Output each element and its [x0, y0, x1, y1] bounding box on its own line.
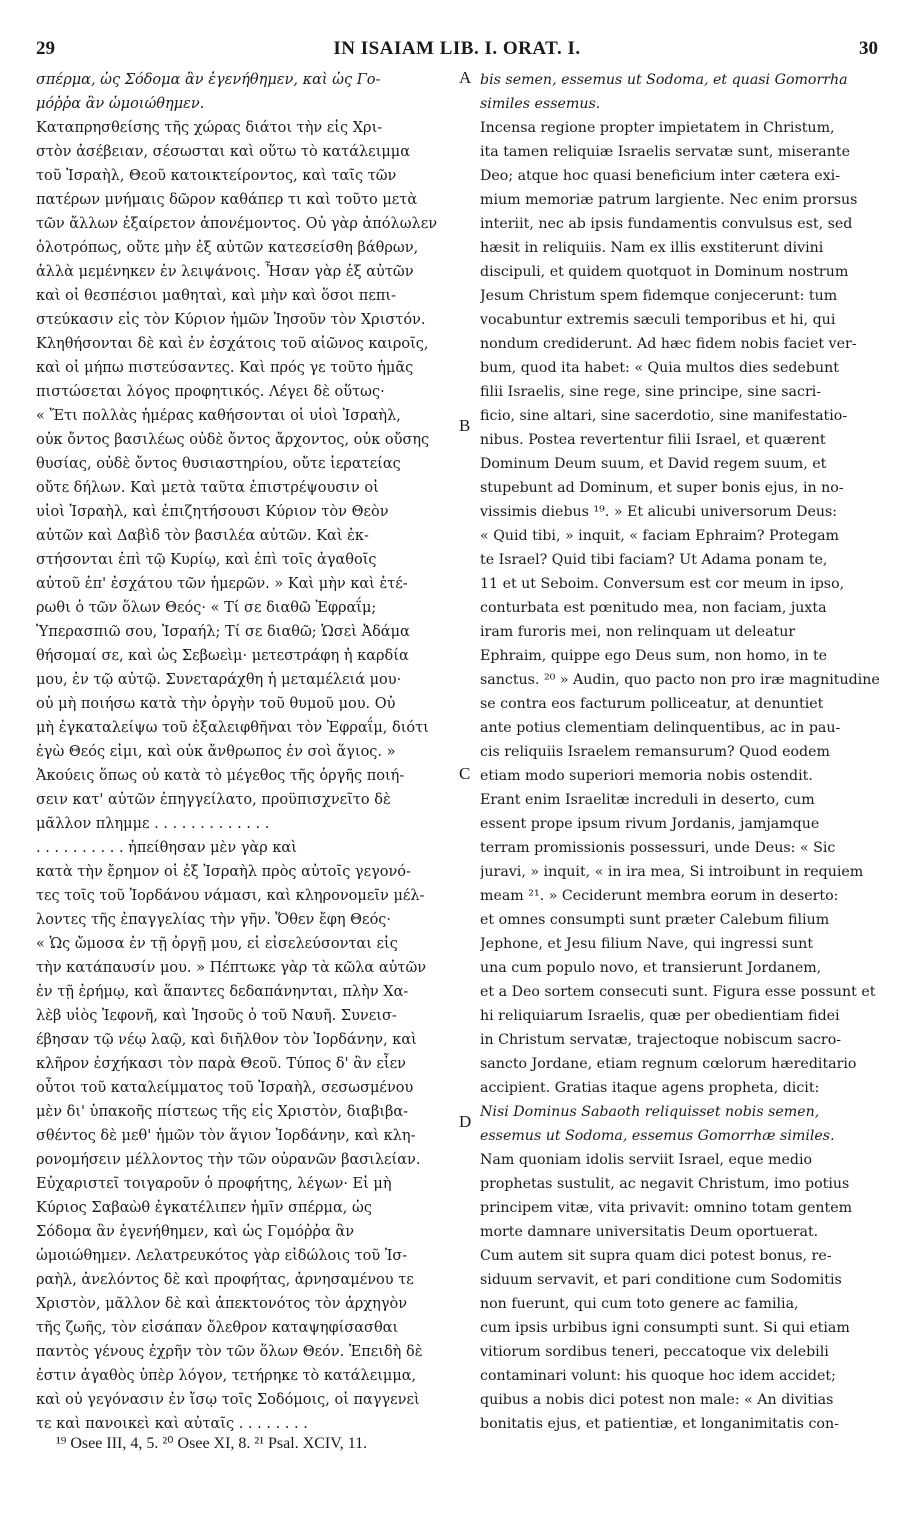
latin-text-line: bonitatis ejus, et patientiæ, et longanimitatis con- [480, 1416, 839, 1432]
latin-text-line: et omnes consumpti sunt præter Calebum filium [480, 912, 830, 928]
greek-text-line: καὶ οὐ γεγόνασιν ἐν ἴσῳ τοῖς Σοδόμοις, οἱ παγγενεὶ [36, 1392, 420, 1408]
footnotes: ¹⁹ Osee III, 4, 5. ²⁰ Osee XI, 8. ²¹ Psal. XCIV, 11. [56, 1435, 368, 1452]
latin-text-line: juravi, » inquit, « in ira mea, Si introibunt in requiem [480, 864, 864, 880]
greek-text-line: Σόδομα ἂν ἐγενήθημεν, καὶ ὡς Γομόῤῥα ἂν [36, 1224, 355, 1240]
latin-text-line: Incensa regione propter impietatem in Christum, [480, 120, 835, 136]
greek-text-line: μόῤῥα ἂν ὡμοιώθημεν. [36, 96, 205, 112]
greek-text-line: ἐγὼ Θεός εἰμι, καὶ οὐκ ἄνθρωπος ἐν σοὶ ἅγιος. » [36, 744, 396, 760]
greek-text-line: έβησαν τῷ νέῳ λαῷ, καὶ διῆλθον τὸν Ἰορδάνην, καὶ [36, 1032, 417, 1048]
latin-text-line: ante potius clementiam delinquentibus, ac in pau- [480, 720, 841, 736]
greek-text-line: μᾶλλον πλημμε . . . . . . . . . . . . . [36, 816, 270, 832]
greek-text-line: στὸν ἀσέβειαν, σέσωσται καὶ οὕτω τὸ κατάλειμμα [36, 144, 411, 160]
greek-text-line: κλῆρον ἐσχήκασι τὸν παρὰ Θεοῦ. Τύπος δ' ἂν εἶεν [36, 1056, 406, 1072]
latin-text-line: conturbata est pœnitudo mea, non faciam, juxta [480, 600, 827, 616]
latin-text-line: nibus. Postea revertentur filii Israel, et quærent [480, 432, 826, 448]
greek-text-line: Κύριος Σαβαὼθ ἐγκατέλιπεν ἡμῖν σπέρμα, ὡς [36, 1200, 372, 1216]
greek-text-line: ἀλλὰ μεμένηκεν ἐν λειψάνοις. Ἦσαν γὰρ ἐξ αὐτῶν [36, 264, 414, 280]
greek-text-line: μὴ ἐγκαταλείψω τοῦ ἐξαλειφθῆναι τὸν Ἐφραΐμ, διότι [36, 720, 429, 736]
greek-text-line: μου, ἐν τῷ αὐτῷ. Συνεταράχθη ἡ μεταμέλειά μου· [36, 672, 402, 688]
latin-text-line: cum ipsis urbibus igni consumpti sunt. Si qui etiam [480, 1320, 850, 1336]
greek-text-line: τῶν ἄλλων ἐξαίρετον ἀπονέμοντος. Οὐ γὰρ ἀπόλωλεν [36, 216, 438, 232]
latin-text-line: Ephraim, quippe ego Deus sum, non homo, in te [480, 648, 828, 664]
latin-text-line: 11 et ut Seboim. Conversum est cor meum in ipso, [480, 576, 845, 592]
greek-text-line: ὡμοιώθημεν. Λελατρευκότος γὰρ εἰδώλοις τοῦ Ἰσ- [36, 1248, 408, 1264]
latin-text-line: ita tamen reliquiæ Israelis servatæ sunt, miserante [480, 144, 851, 160]
latin-text-line: Jesum Christum spem fidemque conjecerunt: tum [480, 288, 838, 304]
latin-text-line: Cum autem sit supra quam dici potest bonus, re- [480, 1248, 832, 1264]
latin-text-line: Deo; atque hoc quasi beneficium inter cætera exi- [480, 168, 841, 184]
greek-text-column [36, 68, 456, 1436]
latin-text-line: Dominum Deum suum, et David regem suum, et [480, 456, 827, 472]
latin-text-line: sanctus. ²⁰ » Audin, quo pacto non pro iræ magnitudine [480, 672, 880, 688]
margin-section-letters [455, 68, 481, 1488]
greek-text-line: ρονομήσειν μέλλοντος τὴν τῶν οὐρανῶν βασιλείαν. [36, 1152, 421, 1168]
page-header [36, 38, 878, 64]
latin-text-line: Nam quoniam idolis serviit Israel, eque medio [480, 1152, 813, 1168]
latin-text-line: non fuerunt, qui cum toto genere ac familia, [480, 1296, 799, 1312]
latin-text-line: etiam modo superiori memoria nobis ostendit. [480, 768, 813, 784]
latin-text-line: vitiorum sordibus teneri, peccatoque vix delebili [480, 1344, 829, 1360]
latin-text-line: prophetas sustulit, ac negavit Christum, imo potius [480, 1176, 850, 1192]
greek-text-line: « Ἔτι πολλὰς ἡμέρας καθήσονται οἱ υἱοὶ Ἰσραὴλ, [36, 408, 401, 424]
greek-text-line: πιστώσεται λόγος προφητικός. Λέγει δὲ οὕτως· [36, 384, 385, 400]
latin-text-line: in Christum servatæ, trajectoque nobiscum sacro- [480, 1032, 842, 1048]
latin-text-line: principem vitæ, vita privavit: omnino totam gentem [480, 1200, 853, 1216]
latin-text-line: essemus ut Sodoma, essemus Gomorrhæ similes. [480, 1128, 835, 1144]
greek-text-line: . . . . . . . . . . ἠπείθησαν μὲν γὰρ καὶ [36, 840, 297, 856]
latin-text-line: hæsit in reliquiis. Nam ex illis exstiterunt divini [480, 240, 824, 256]
greek-text-line: λοντες τῆς ἐπαγγελίας τὴν γῆν. Ὅθεν ἔφη Θεός· [36, 912, 392, 928]
greek-text-line: ραὴλ, ἀνελόντος δὲ καὶ προφήτας, ἀρνησαμένου τε [36, 1272, 414, 1288]
latin-text-line: quibus a nobis dici potest non male: « An divitias [480, 1392, 834, 1408]
latin-text-line: una cum populo novo, et transierunt Jordanem, [480, 960, 822, 976]
greek-text-line: Ἀκούεις ὅπως οὐ κατὰ τὸ μέγεθος τῆς ὀργῆς ποιή- [36, 768, 405, 784]
latin-text-line: meam ²¹. » Ceciderunt membra eorum in deserto: [480, 888, 839, 904]
latin-text-line: Nisi Dominus Sabaoth reliquisset nobis semen, [480, 1104, 820, 1120]
latin-text-line: similes essemus. [480, 96, 601, 112]
latin-text-line: contaminari volunt: his quoque hoc idem accidet; [480, 1368, 836, 1384]
greek-text-line: σθέντος δὲ μεθ' ἡμῶν τὸν ἅγιον Ἰορδάνην, καὶ κλη- [36, 1128, 416, 1144]
greek-text-line: μὲν δι' ὑπακοῆς πίστεως τῆς εἰς Χριστὸν, διαβιβα- [36, 1104, 409, 1120]
greek-text-line: οὗτοι τοῦ καταλείμματος τοῦ Ἰσραὴλ, σεσωσμένου [36, 1080, 414, 1096]
greek-text-line: « Ὡς ὤμοσα ἐν τῇ ὀργῇ μου, εἰ εἰσελεύσονται εἰς [36, 936, 398, 952]
latin-text-line: vissimis diebus ¹⁹. » Et alicubi universorum Deus: [480, 504, 838, 520]
greek-text-line: λὲβ υἱὸς Ἰεφονῆ, καὶ Ἰησοῦς ὁ τοῦ Ναυῆ. Συνεισ- [36, 1008, 397, 1024]
latin-text-line: nondum crediderunt. Ad hæc fidem nobis faciet ver- [480, 336, 857, 352]
latin-text-line: bis semen, essemus ut Sodoma, et quasi Gomorrha [480, 72, 848, 88]
greek-text-line: τε καὶ πανοικεὶ καὶ αὐταῖς . . . . . . . . [36, 1416, 308, 1432]
latin-text-line: Erant enim Israelitæ increduli in deserto, cum [480, 792, 815, 808]
greek-text-line: καὶ οἱ μήπω πιστεύσαντες. Καὶ πρός γε τοῦτο ἡμᾶς [36, 360, 414, 376]
latin-text-line: Jephone, et Jesu filium Nave, qui ingressi sunt [480, 936, 814, 952]
latin-text-line: ficio, sine altari, sine sacerdotio, sine manifestatio- [480, 408, 848, 424]
greek-text-line: στεύκασιν εἰς τὸν Κύριον ἡμῶν Ἰησοῦν τὸν Χριστόν. [36, 312, 426, 328]
margin-letter-a: A [459, 68, 472, 87]
latin-text-line: morte damnare universitatis Deum oportuerat. [480, 1224, 819, 1240]
latin-text-line: bum, quod ita habet: « Quia multos dies sedebunt [480, 360, 839, 376]
greek-text-line: θήσομαί σε, καὶ ὡς Σεβωεὶμ· μετεστράφη ἡ καρδία [36, 648, 409, 664]
greek-text-line: τοῦ Ἰσραὴλ, Θεοῦ κατοικτείροντος, καὶ ταῖς τῶν [36, 168, 397, 184]
latin-text-line: cis reliquiis Israelem remansurum? Quod eodem [480, 744, 830, 760]
greek-text-line: ρωθι ὁ τῶν ὅλων Θεός· « Τί σε διαθῶ Ἐφραΐμ; [36, 600, 377, 616]
greek-text-line: καὶ οἱ θεσπέσιοι μαθηταὶ, καὶ μὴν καὶ ὅσοι πεπι- [36, 288, 396, 304]
greek-text-line: στήσονται ἐπὶ τῷ Κυρίῳ, καὶ ἐπὶ τοῖς ἀγαθοῖς [36, 552, 377, 568]
greek-text-line: σειν κατ' αὐτῶν ἐπηγγείλατο, προϋπισχνεῖτο δὲ [36, 792, 391, 808]
margin-letter-c: C [459, 764, 471, 783]
latin-text-line: se contra eos facturum polliceatur, at denuntiet [480, 696, 824, 712]
margin-letter-d: D [459, 1112, 472, 1131]
greek-text-line: Ὑπερασπιῶ σου, Ἰσραήλ; Τί σε διαθῶ; Ὡσεὶ Ἀδάμα [36, 624, 410, 640]
latin-text-line: interiit, nec ab ipsis fundamentis convulsus est, sed [480, 216, 853, 232]
greek-text-line: αὐτῶν καὶ Δαβὶδ τὸν βασιλέα αὐτῶν. Καὶ ἐκ- [36, 528, 369, 544]
greek-text-line: οὐκ ὄντος βασιλέως οὐδὲ ὄντος ἄρχοντος, οὐκ οὔσης [36, 432, 430, 448]
latin-text-line: accipient. Gratias itaque agens propheta, dicit: [480, 1080, 820, 1096]
greek-text-line: υἱοὶ Ἰσραὴλ, καὶ ἐπιζητήσουσι Κύριον τὸν Θεὸν [36, 504, 389, 520]
greek-text-line: ἐστιν ἀγαθὸς ὑπὲρ λόγον, τετήρηκε τὸ κατάλειμμα, [36, 1368, 417, 1384]
latin-text-line: iram furoris mei, non relinquam ut deleatur [480, 624, 796, 640]
greek-text-line: ἐν τῇ ἐρήμῳ, καὶ ἅπαντες δεδαπάνηνται, πλὴν Χα- [36, 984, 409, 1000]
latin-text-column [480, 68, 880, 1436]
greek-text-line: τὴν κατάπαυσίν μου. » Πέπτωκε γὰρ τὰ κῶλα αὐτῶν [36, 960, 427, 976]
greek-text-line: αὐτοῦ ἐπ' ἐσχάτου τῶν ἡμερῶν. » Καὶ μὴν καὶ ἑτέ- [36, 576, 408, 592]
greek-text-line: Κληθήσονται δὲ καὶ ἐν ἐσχάτοις τοῦ αἰῶνος καιροῖς, [36, 336, 429, 352]
latin-text-line: terram promissionis possessuri, unde Deus: « Sic [480, 840, 836, 856]
greek-text-line: οὔτε δήλων. Καὶ μετὰ ταῦτα ἐπιστρέψουσιν οἱ [36, 480, 379, 496]
latin-text-line: essent prope ipsum rivum Jordanis, jamjamque [480, 816, 820, 832]
greek-text-line: Καταπρησθείσης τῆς χώρας διάτοι τὴν εἰς Χρι- [36, 120, 383, 136]
greek-text-line: τες τοῖς τοῦ Ἰορδάνου νάμασι, καὶ κληρονομεῖν μέλ- [36, 888, 425, 904]
greek-text-line: θυσίας, οὐδὲ ὄντος θυσιαστηρίου, οὔτε ἱερατείας [36, 456, 401, 472]
greek-text-line: οὐ μὴ ποιήσω κατὰ τὴν ὀργὴν τοῦ θυμοῦ μου. Οὐ [36, 696, 396, 712]
greek-text-line: Εὐχαριστεῖ τοιγαροῦν ὁ προφήτης, λέγων· Εἰ μὴ [36, 1176, 392, 1192]
latin-text-line: filii Israelis, sine rege, sine principe, sine sacri- [480, 384, 822, 400]
greek-text-line: Χριστὸν, μᾶλλον δὲ καὶ ἀπεκτονότος τὸν ἀρχηγὸν [36, 1296, 408, 1312]
latin-text-line: « Quid tibi, » inquit, « faciam Ephraim? Protegam [480, 528, 839, 544]
latin-text-line: mium memoriæ patrum largiente. Nec enim prorsus [480, 192, 858, 208]
latin-text-line: stupebunt ad Dominum, et super bonis ejus, in no- [480, 480, 844, 496]
greek-text-line: κατὰ τὴν ἔρημον οἱ ἐξ Ἰσραὴλ πρὸς αὐτοῖς γεγονό- [36, 864, 411, 880]
latin-text-line: te Israel? Quid tibi faciam? Ut Adama ponam te, [480, 552, 828, 568]
greek-text-line: ὁλοτρόπως, οὔτε μὴν ἐξ αὐτῶν κατεσείσθη βάθρων, [36, 240, 419, 256]
running-title: IN ISAIAM LIB. I. ORAT. I. [333, 38, 581, 59]
latin-text-line: sancto Jordane, etiam regnum cœlorum hæreditario [480, 1056, 857, 1072]
latin-text-line: et a Deo sortem consecuti sunt. Figura esse possunt et [480, 984, 876, 1000]
latin-text-line: siduum servavit, et pari conditione cum Sodomitis [480, 1272, 842, 1288]
latin-text-line: hi reliquiarum Israelis, quæ per obedientiam fidei [480, 1008, 840, 1024]
page-number-right: 30 [859, 38, 878, 59]
greek-text-line: πατέρων μνήμαις δῶρον καθάπερ τι καὶ τοῦτο μετὰ [36, 192, 418, 208]
page-number-left: 29 [36, 38, 55, 59]
greek-text-line: σπέρμα, ὡς Σόδομα ἂν ἐγενήθημεν, καὶ ὡς Γο- [36, 72, 381, 88]
greek-text-line: τῆς ζωῆς, τὸν εἰσάπαν ὄλεθρον καταψηφίσασθαι [36, 1320, 399, 1336]
margin-letter-b: B [459, 416, 471, 435]
latin-text-line: vocabuntur extremis sæculi temporibus et hi, qui [480, 312, 836, 328]
greek-text-line: παντὸς γένους ἐχρῆν τὸν τῶν ὅλων Θεόν. Ἐπειδὴ δὲ [36, 1344, 423, 1360]
latin-text-line: discipuli, et quidem quotquot in Dominum nostrum [480, 264, 849, 280]
